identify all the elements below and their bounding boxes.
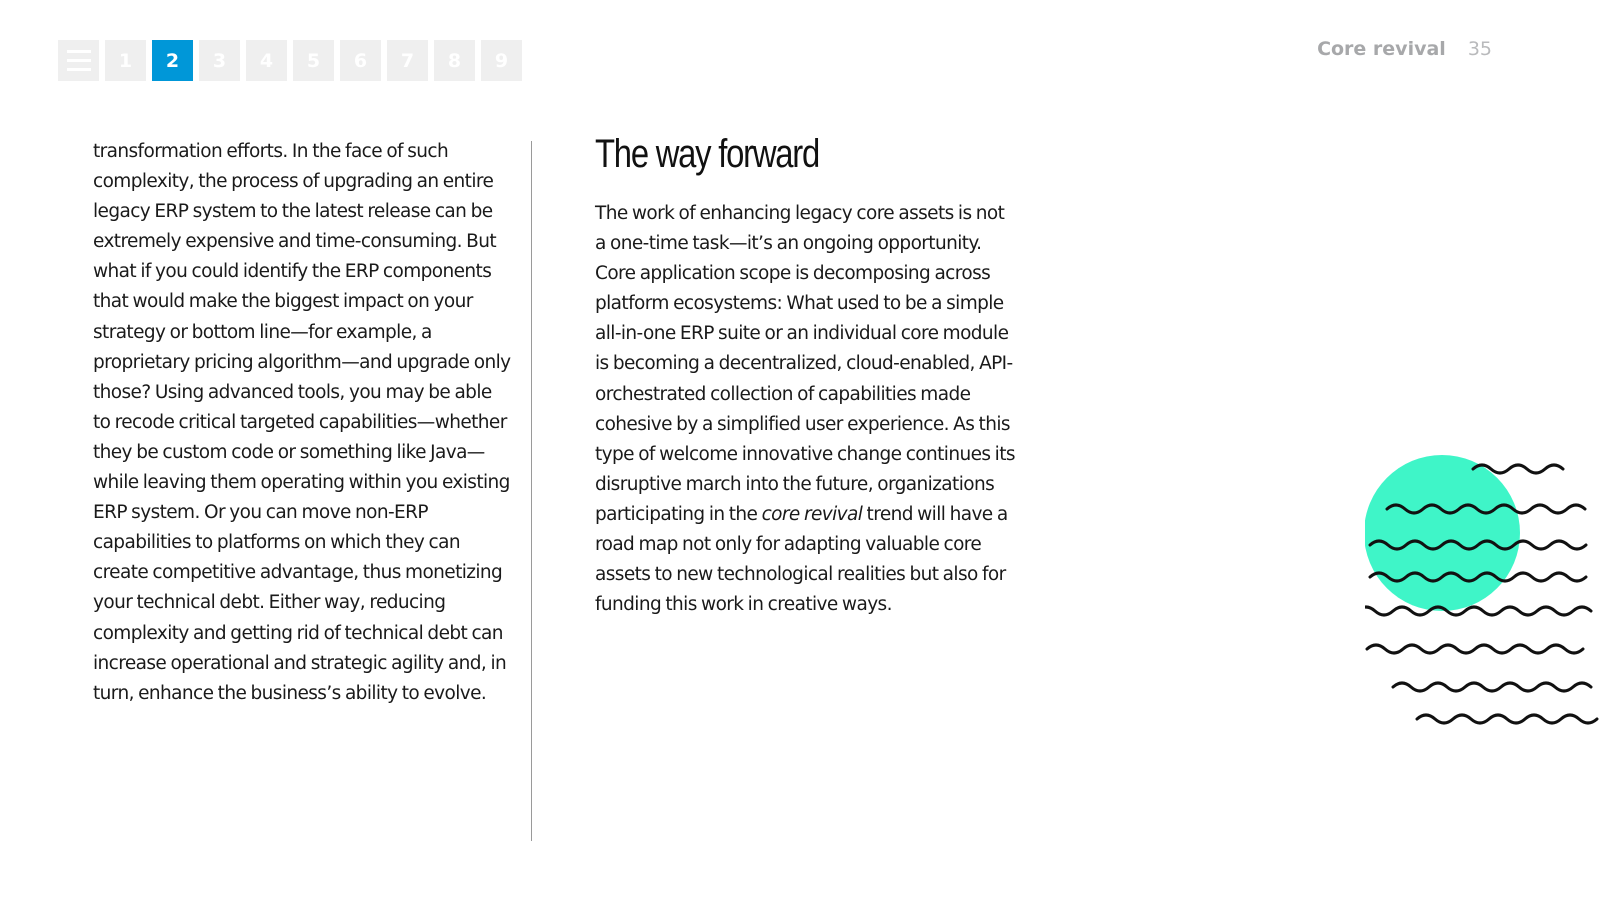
page-button-3[interactable]: 3 xyxy=(199,40,240,81)
page-button-4[interactable]: 4 xyxy=(246,40,287,81)
left-paragraph: transformation efforts. In the face of such complexity, the process of upgrading an entire legacy ERP system to the latest release can be extremely expensive and time-consuming. But what if you could identify the ERP components that would make the biggest impact on your strategy or bottom line—for example, a proprietary pricing algorithm—and upgrade only those? Using advanced tools, you may be able to recode critical targeted capabilities—whether they be custom code or something like Java—while leaving them operating within you existing ERP system. Or you can move non-ERP capabilities to platforms on which they can create competitive advantage, thus monetizing your technical debt. Either way, reducing complexity and getting rid of technical debt can increase operational and strategic agility and, in turn, enhance the business’s ability to evolve. xyxy=(93,141,511,704)
hamburger-menu-icon xyxy=(67,50,91,71)
page-header xyxy=(1317,38,1492,60)
paragraph-text-start: The work of enhancing legacy core assets is not a one-time task—it’s an ongoing opportunity. Core application scope is decomposing across platform ecosystems: What used to be a simple all-in-one ERP suite or an individual core module is becoming a decentralized, cloud-enabled, API-orchestrated collection of capabilities made cohesive by a simplified user experience. As this type of welcome innovative change continues its disruptive march into the future, organizations participating in the xyxy=(595,203,1015,525)
emphasis-core-revival: core revival xyxy=(761,503,863,525)
menu-button[interactable] xyxy=(58,40,99,81)
page-button-1[interactable]: 1 xyxy=(105,40,146,81)
right-paragraph xyxy=(595,199,1015,620)
column-divider xyxy=(531,141,532,841)
decorative-waves-graphic xyxy=(1365,455,1600,755)
page-button-6[interactable]: 6 xyxy=(340,40,381,81)
page-number: 35 xyxy=(1467,38,1492,60)
teal-circle-shape xyxy=(1365,455,1520,611)
section-heading: The way forward xyxy=(595,132,820,176)
paragraph-text-end: trend will have a road map not only for adapting valuable core assets to new technological realities but also for funding this work in creative ways. xyxy=(595,503,1008,616)
page-navigation xyxy=(58,40,522,81)
left-column xyxy=(93,137,513,709)
section-title: Core revival xyxy=(1317,38,1446,60)
page-button-9[interactable]: 9 xyxy=(481,40,522,81)
page-button-8[interactable]: 8 xyxy=(434,40,475,81)
page-button-5[interactable]: 5 xyxy=(293,40,334,81)
page-button-2-active[interactable]: 2 xyxy=(152,40,193,81)
page-button-7[interactable]: 7 xyxy=(387,40,428,81)
right-column xyxy=(595,132,1015,620)
